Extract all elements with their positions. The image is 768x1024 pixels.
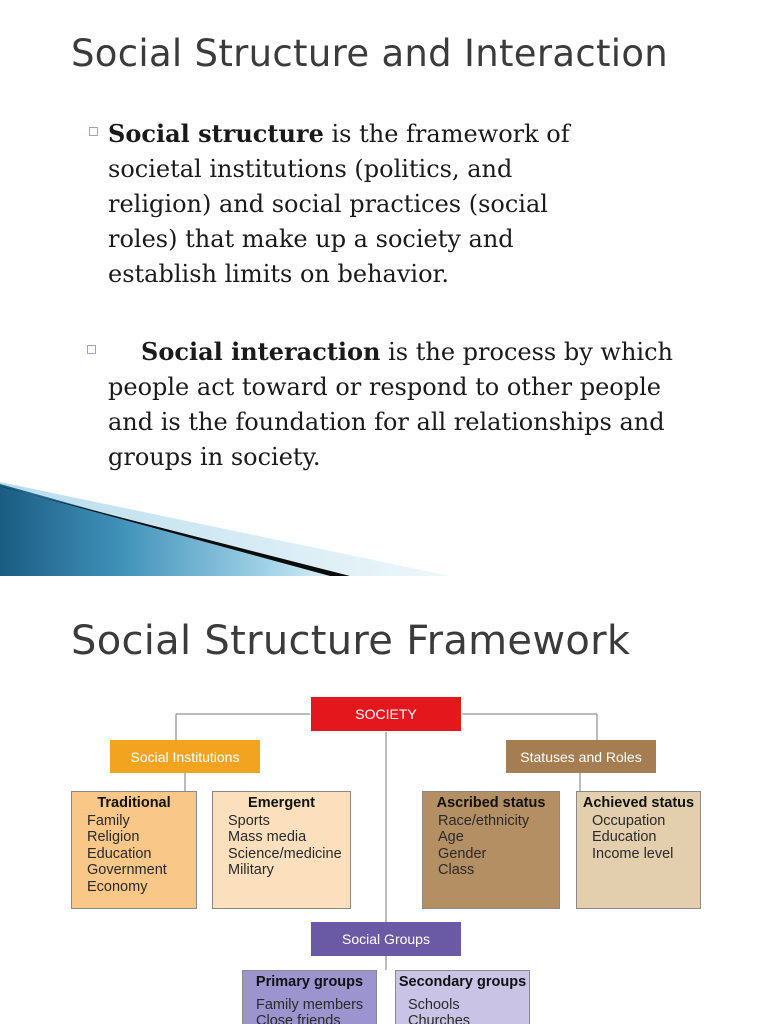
slide-social-structure-framework xyxy=(0,576,768,1024)
secondary-groups-title: Secondary groups xyxy=(398,974,527,990)
achieved-status-title: Achieved status xyxy=(582,795,695,811)
list-item: Churches xyxy=(408,1013,471,1024)
list-item: Occupation xyxy=(592,812,666,829)
list-item: Class xyxy=(438,862,475,878)
list-item: Mass media xyxy=(228,829,307,845)
list-item: Economy xyxy=(87,878,148,895)
bullet-social-interaction xyxy=(108,334,688,475)
emergent-title: Emergent xyxy=(248,795,315,811)
decorative-swoosh xyxy=(0,460,768,576)
ascribed-status-title: Ascribed status xyxy=(436,795,546,811)
ascribed-status-box xyxy=(422,791,560,909)
achieved-status-box xyxy=(576,791,701,909)
list-item: Family members xyxy=(256,996,364,1013)
list-item: Age xyxy=(438,829,464,845)
slide-title: Social Structure and Interaction xyxy=(71,32,669,75)
list-item: Close friends xyxy=(256,1013,341,1024)
statuses-and-roles-box: Statuses and Roles xyxy=(506,740,656,773)
list-item: Sports xyxy=(228,812,270,829)
traditional-box xyxy=(71,791,197,909)
traditional-title: Traditional xyxy=(97,795,171,811)
list-item: Education xyxy=(87,845,152,862)
primary-groups-title: Primary groups xyxy=(255,974,364,990)
primary-groups-box xyxy=(242,970,377,1024)
slide-title: Social Structure Framework xyxy=(71,618,631,664)
definition-text: is the framework of societal institutions (politics, and religion) and social practices (social roles) that make up a society and establish limits on behavior. xyxy=(108,120,570,288)
list-item: Race/ethnicity xyxy=(438,812,530,829)
list-item: Government xyxy=(87,862,167,878)
social-institutions-box: Social Institutions xyxy=(110,740,260,773)
bullet-social-structure xyxy=(108,116,588,292)
bullet-square-icon xyxy=(87,345,96,354)
list-item: Income level xyxy=(592,845,674,862)
list-item: Education xyxy=(592,829,657,845)
term-social-structure: Social structure xyxy=(108,119,324,148)
bullet-square-icon xyxy=(89,127,98,136)
emergent-box xyxy=(212,791,351,909)
social-groups-box: Social Groups xyxy=(311,922,461,956)
definition-text: is the process by which people act toward or respond to other people and is the foundation for all relationships and groups in society. xyxy=(108,338,673,471)
list-item: Gender xyxy=(438,845,487,862)
list-item: Military xyxy=(228,862,274,878)
list-item: Religion xyxy=(87,829,140,845)
list-item: Schools xyxy=(408,996,460,1013)
society-box: SOCIETY xyxy=(311,697,461,731)
secondary-groups-box xyxy=(395,970,530,1024)
list-item: Science/medicine xyxy=(228,845,342,862)
list-item: Family xyxy=(87,812,130,829)
term-social-interaction: Social interaction xyxy=(141,337,381,366)
